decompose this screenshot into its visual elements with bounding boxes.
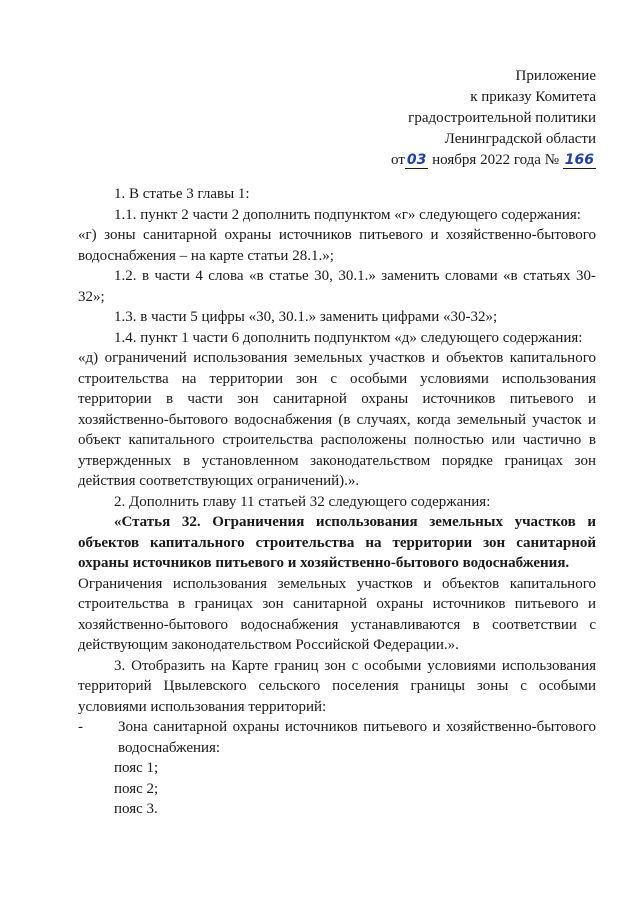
article-32-title: «Статья 32. Ограничения использования земельных участков и объектов капитального строительства на территории зон санитарной охраны источников питьевого и хозяйственно-бытового водоснабжения. xyxy=(78,514,596,571)
date-prefix: от xyxy=(391,152,405,168)
zone-label: Зона санитарной охраны источников питьевого и хозяйственно-бытового водоснабжения: xyxy=(118,719,596,756)
list-dash: - xyxy=(78,719,83,735)
paragraph-2: 2. Дополнить главу 11 статьей 32 следующего содержания: xyxy=(114,493,491,510)
paragraph-1-1: 1.1. пункт 2 части 2 дополнить подпунктом «г» следующего содержания: xyxy=(114,206,581,223)
document-body xyxy=(78,184,596,820)
belt-2: пояс 2; xyxy=(114,780,159,797)
handwritten-day: 03 xyxy=(406,152,427,168)
paragraph-3: 3. Отобразить на Карте границ зон с особыми условиями использования территорий Цвылевского сельского поселения границы зоны с особыми условиями использования территорий: xyxy=(78,657,596,715)
header-line-order: к приказу Комитета xyxy=(470,89,596,105)
belt-1: пояс 1; xyxy=(114,760,159,776)
zone-list-item xyxy=(78,717,596,758)
paragraph-1-2: 1.2. в части 4 слова «в статье 30, 30.1.» заменить словами «в статьях 30-32»; xyxy=(78,268,596,305)
paragraph-1-4: 1.4. пункт 1 части 6 дополнить подпунктом «д» следующего содержания: xyxy=(114,329,583,346)
handwritten-order-number: 166 xyxy=(564,152,594,168)
paragraph-1-1-text: «г) зоны санитарной охраны источников питьевого и хозяйственно-бытового водоснабжения – на карте статьи 28.1.»; xyxy=(78,227,596,264)
paragraph-1-4-text: «д) ограничений использования земельных участков и объектов капитального строительства на территории зон с особыми условиями использования территории в части зон санитарной охраны источников питьевого и хозяйственно-бытового водоснабжения (в случаях, когда земельный участок и объект капитального строительства расположены полностью или частично в утвержденных в установленном законодательством порядке границах зон действия соответствующих ограничений).». xyxy=(78,350,596,489)
paragraph-1-3: 1.3. в части 5 цифры «30, 30.1.» заменить цифрами «30-32»; xyxy=(114,309,498,325)
header-line-region: Ленинградской области xyxy=(444,131,596,147)
article-32-text: Ограничения использования земельных участков и объектов капитального строительства в границах зон санитарной охраны источников питьевого и хозяйственно-бытового водоснабжения устанавливаются в соответствии с действующим законодательством Российской Федерации.». xyxy=(78,575,596,653)
header-line-committee: градостроительной политики xyxy=(408,110,596,126)
header-date-line xyxy=(391,150,596,171)
header-line-appendix: Приложение xyxy=(515,68,596,84)
paragraph-1: 1. В статье 3 главы 1: xyxy=(114,186,250,202)
appendix-header xyxy=(391,66,596,171)
belt-3: пояс 3. xyxy=(114,801,158,817)
date-middle: ноября 2022 года № xyxy=(432,152,560,168)
